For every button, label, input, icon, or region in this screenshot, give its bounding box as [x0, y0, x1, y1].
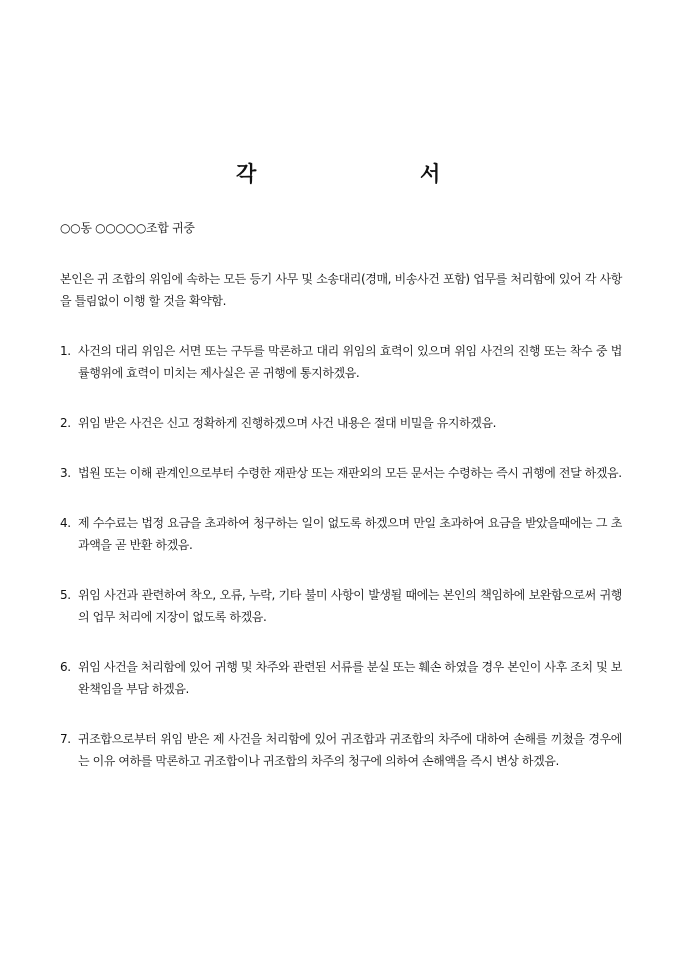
- pledge-item-3: [60, 462, 622, 484]
- pledge-number: 1.: [60, 344, 71, 358]
- pledge-item-5: [60, 584, 622, 628]
- pledge-number: 5.: [60, 588, 71, 602]
- pledge-text: 제 수수료는 법정 요금을 초과하여 청구하는 일이 없도록 하겠으며 만일 초과하여 요금을 받았을때에는 그 초과액을 곧 반환 하겠음.: [78, 516, 622, 552]
- pledge-text: 위임 사건을 처리함에 있어 귀행 및 차주와 관련된 서류를 분실 또는 훼손 하였을 경우 본인이 사후 조치 및 보완책임을 부담 하겠음.: [78, 660, 622, 696]
- title-char-1: 각: [236, 161, 257, 186]
- pledge-text: 위임 사건과 관련하여 착오, 오류, 누락, 기타 불미 사항이 발생될 때에는 본인의 책임하에 보완함으로써 귀행의 업무 처리에 지장이 없도록 하겠음.: [78, 588, 622, 624]
- pledge-number: 3.: [60, 466, 71, 480]
- pledge-item-7: [60, 728, 622, 772]
- pledge-text: 위임 받은 사건은 신고 정확하게 진행하겠으며 사건 내용은 절대 비밀을 유지하겠음.: [78, 416, 497, 430]
- pledge-list: [60, 340, 622, 800]
- title-char-2: 서: [420, 161, 441, 186]
- pledge-number: 7.: [60, 732, 71, 746]
- intro-paragraph: 본인은 귀 조합의 위임에 속하는 모든 등기 사무 및 소송대리(경매, 비송사건 포함) 업무를 처리함에 있어 각 사항을 틀림없이 이행 할 것을 확약함.: [60, 272, 622, 308]
- pledge-number: 4.: [60, 516, 71, 530]
- pledge-item-2: [60, 412, 622, 434]
- pledge-text: 귀조합으로부터 위임 받은 제 사건을 처리함에 있어 귀조합과 귀조합의 차주에 대하여 손해를 끼쳤을 경우에는 이유 여하를 막론하고 귀조합이나 귀조합의 차주의 청구에 의하여 손해액을 즉시 변상 하겠음.: [78, 732, 622, 768]
- document-title: [0, 158, 680, 188]
- pledge-item-6: [60, 656, 622, 700]
- pledge-number: 6.: [60, 660, 71, 674]
- addressee-line: ○○동 ○○○○○조합 귀중: [60, 221, 195, 235]
- pledge-item-1: [60, 340, 622, 384]
- pledge-item-4: [60, 512, 622, 556]
- pledge-text: 법원 또는 이해 관계인으로부터 수령한 재판상 또는 재판외의 모든 문서는 수령하는 즉시 귀행에 전달 하겠음.: [78, 466, 622, 480]
- pledge-text: 사건의 대리 위임은 서면 또는 구두를 막론하고 대리 위임의 효력이 있으며 위임 사건의 진행 또는 착수 중 법률행위에 효력이 미치는 제사실은 곧 귀행에 통지하겠음.: [78, 344, 622, 380]
- pledge-number: 2.: [60, 416, 71, 430]
